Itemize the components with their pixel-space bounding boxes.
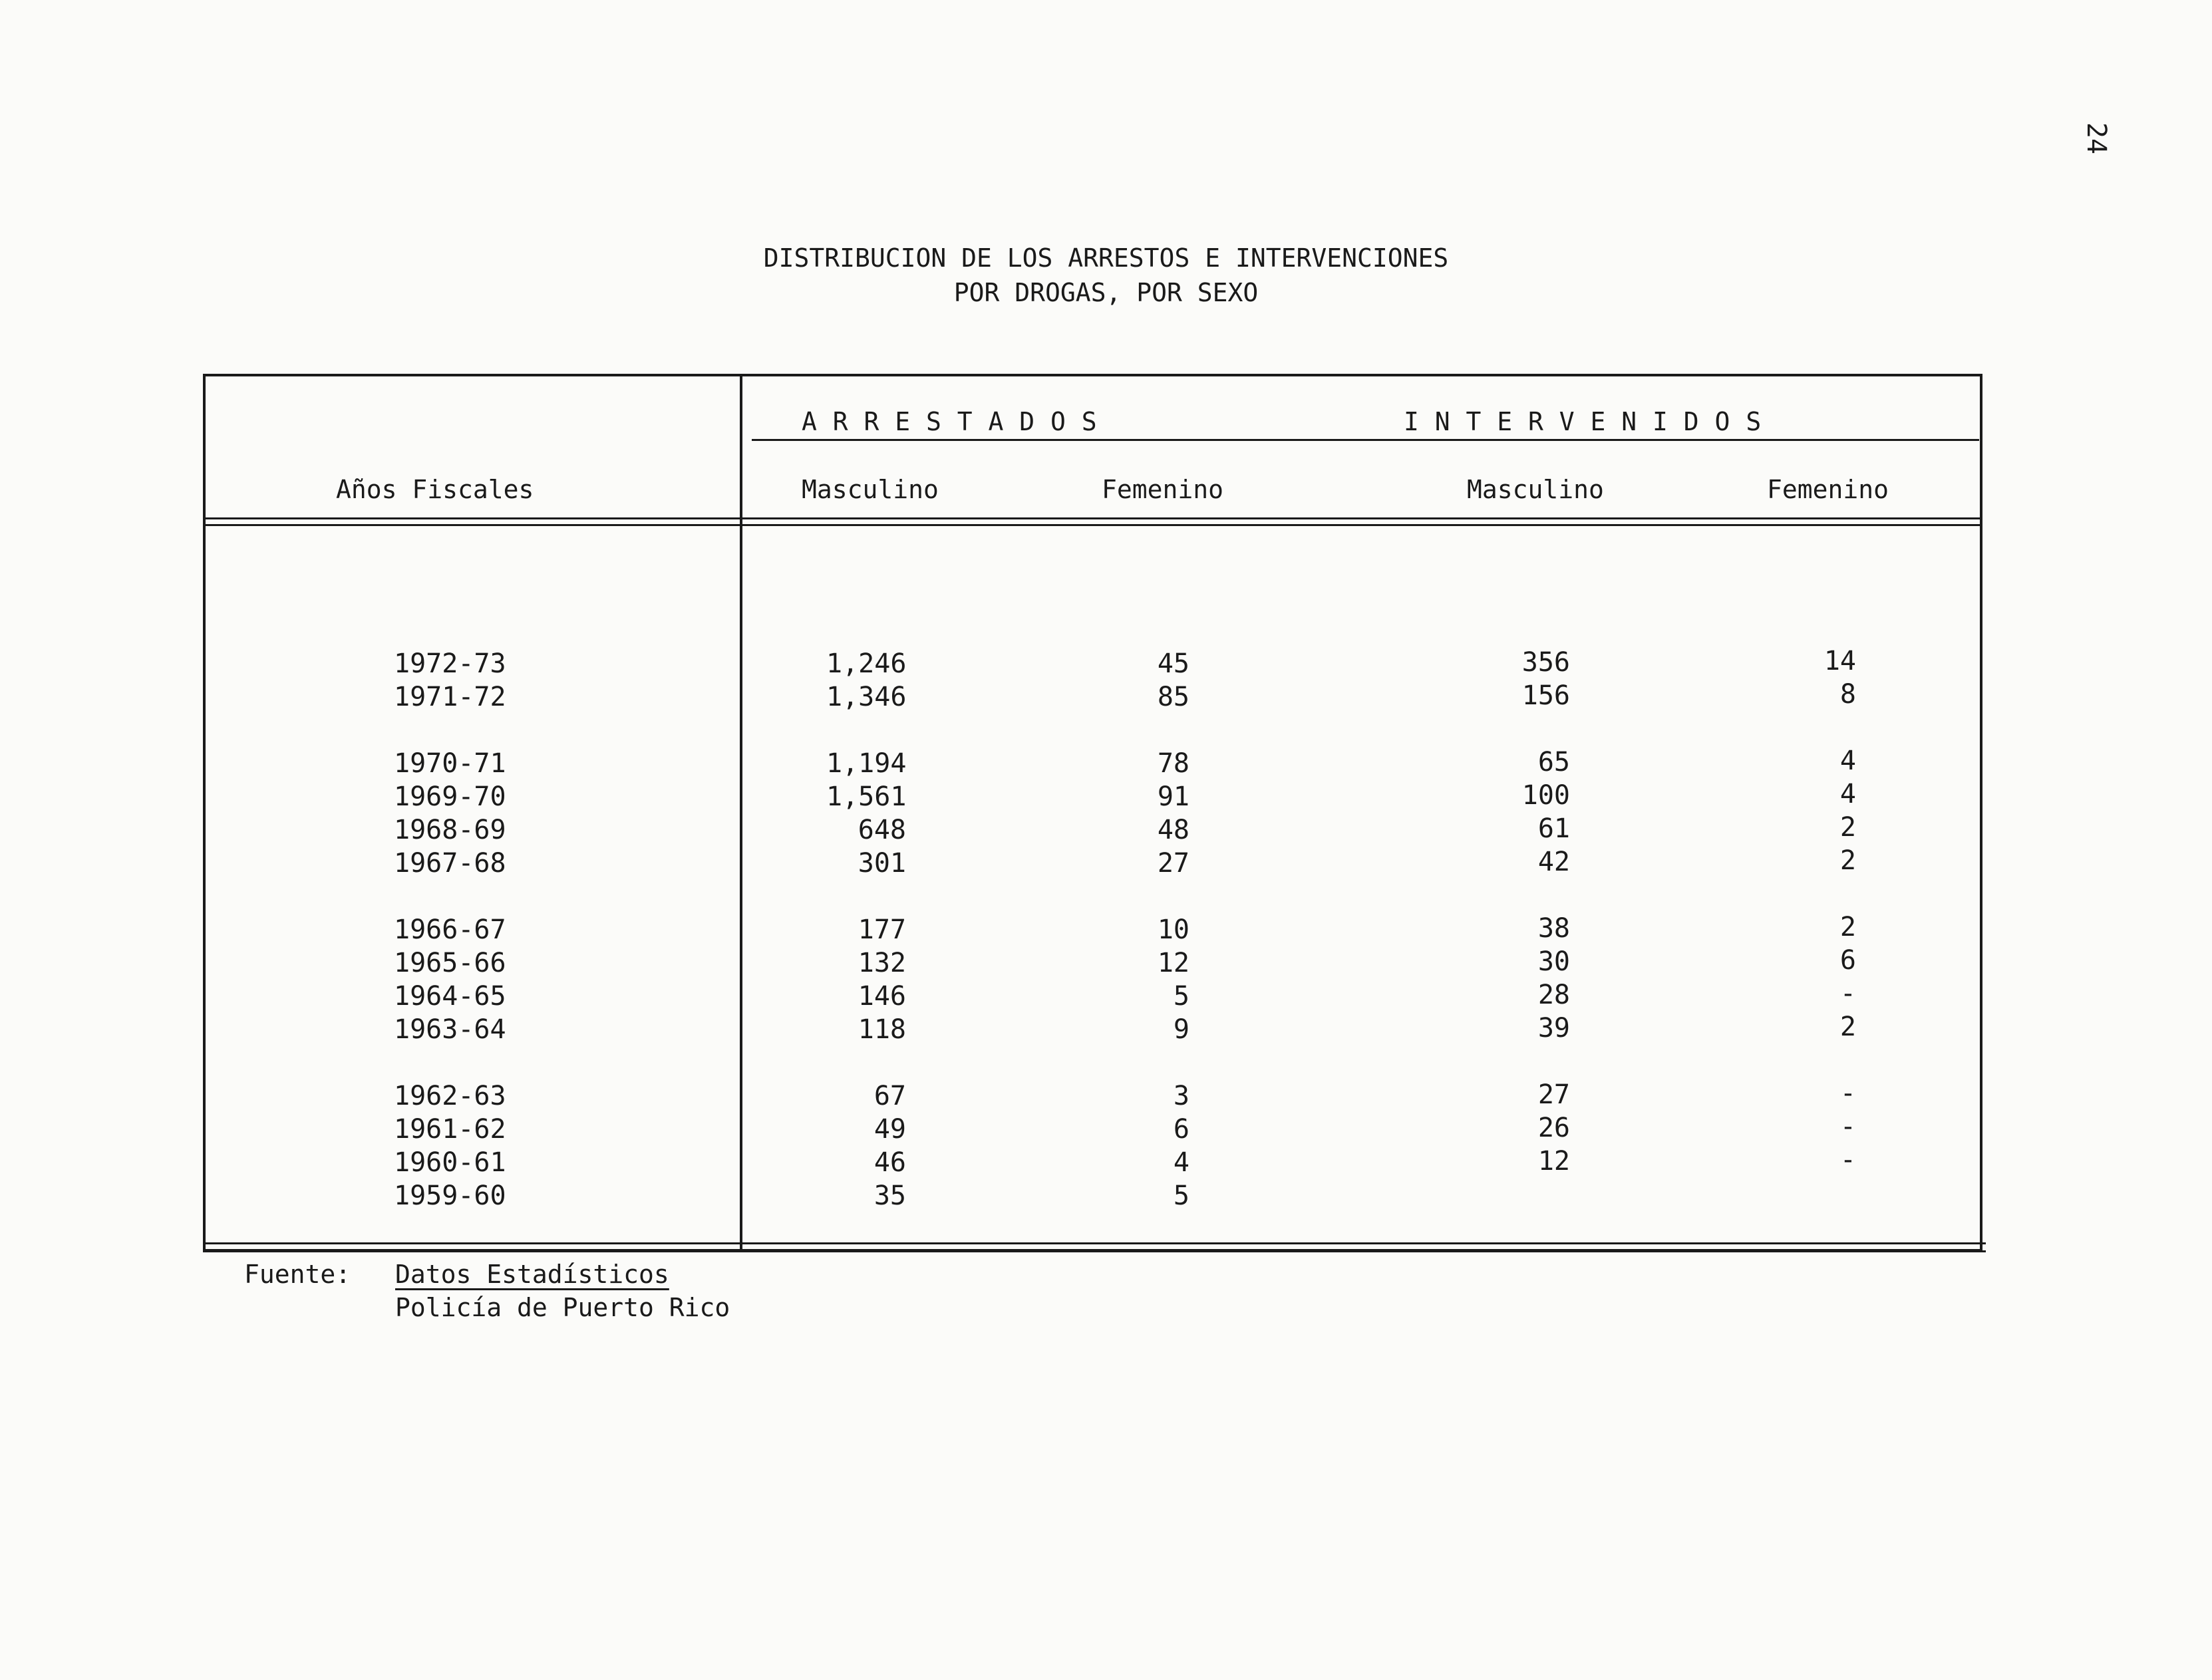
- year-cell: 1963-64: [394, 1014, 506, 1045]
- int-masculino-cell: 12: [1537, 1146, 1570, 1177]
- stub-header: Años Fiscales: [336, 475, 534, 504]
- year-cell: 1968-69: [394, 815, 506, 845]
- arr-femenino-cell: 3: [1173, 1081, 1189, 1111]
- arr-masculino-cell: 118: [858, 1014, 906, 1045]
- int-masculino-cell: 28: [1537, 980, 1570, 1010]
- year-cell: 1965-66: [394, 948, 506, 978]
- year-cell: 1971-72: [394, 682, 506, 712]
- arr-masculino-cell: 177: [858, 914, 906, 945]
- int-masculino-cell: 26: [1537, 1113, 1570, 1143]
- arr-masculino-cell: 46: [873, 1147, 906, 1178]
- int-masculino-cell: 100: [1521, 780, 1570, 811]
- int-masculino-cell: 38: [1537, 913, 1570, 944]
- year-cell: 1960-61: [394, 1147, 506, 1178]
- group-header-intervenidos: I N T E R V E N I D O S: [1404, 407, 1762, 436]
- year-cell: 1967-68: [394, 848, 506, 879]
- arr-femenino-cell: 5: [1173, 981, 1189, 1012]
- arr-femenino-cell: 6: [1173, 1114, 1189, 1145]
- arr-femenino-cell: 5: [1173, 1181, 1189, 1211]
- arr-masculino-cell: 1,246: [826, 648, 907, 679]
- int-femenino-cell: 6: [1839, 945, 1856, 976]
- arr-femenino-cell: 85: [1157, 682, 1189, 712]
- int-masculino-cell: 156: [1521, 680, 1570, 711]
- header-rule-double: [203, 524, 1982, 526]
- int-femenino-cell: 8: [1839, 679, 1856, 710]
- year-cell: 1970-71: [394, 748, 506, 779]
- page-number: 24: [2080, 122, 2112, 155]
- group-header-arrestados: A R R E S T A D O S: [802, 407, 1098, 436]
- int-masculino-cell: 39: [1537, 1013, 1570, 1044]
- int-femenino-cell: -: [1839, 1145, 1856, 1175]
- int-femenino-cell: -: [1839, 1111, 1856, 1142]
- arr-femenino-cell: 12: [1157, 948, 1189, 978]
- arr-femenino-cell: 91: [1157, 781, 1189, 812]
- arr-masculino-cell: 301: [858, 848, 906, 879]
- title-line-1: DISTRIBUCION DE LOS ARRESTOS E INTERVENCIONES: [763, 243, 1449, 273]
- int-femenino-cell: -: [1839, 978, 1856, 1009]
- arr-femenino-cell: 48: [1157, 815, 1189, 845]
- arr-femenino-cell: 78: [1157, 748, 1189, 779]
- int-femenino-cell: 4: [1839, 779, 1856, 809]
- int-femenino-cell: -: [1839, 1078, 1856, 1109]
- year-cell: 1969-70: [394, 781, 506, 812]
- arr-masculino-cell: 132: [858, 948, 906, 978]
- col-header-int-femenino: Femenino: [1767, 475, 1889, 504]
- header-rule: [203, 517, 1982, 519]
- year-cell: 1964-65: [394, 981, 506, 1012]
- int-masculino-cell: 61: [1537, 813, 1570, 844]
- int-femenino-cell: 2: [1839, 1012, 1856, 1042]
- arr-masculino-cell: 1,194: [826, 748, 907, 779]
- stub-divider: [740, 374, 742, 1252]
- col-header-arr-masculino: Masculino: [802, 475, 939, 504]
- arr-femenino-cell: 4: [1173, 1147, 1189, 1178]
- arr-femenino-cell: 10: [1157, 914, 1189, 945]
- source-line-2: Policía de Puerto Rico: [395, 1293, 730, 1322]
- arr-masculino-cell: 49: [873, 1114, 906, 1145]
- int-masculino-cell: 27: [1537, 1079, 1570, 1110]
- year-cell: 1966-67: [394, 914, 506, 945]
- title-line-2: POR DROGAS, POR SEXO: [953, 278, 1259, 307]
- int-masculino-cell: 30: [1537, 946, 1570, 977]
- year-cell: 1959-60: [394, 1181, 506, 1211]
- arr-masculino-cell: 1,346: [826, 682, 907, 712]
- int-masculino-cell: 42: [1537, 847, 1570, 877]
- int-masculino-cell: 65: [1537, 747, 1570, 777]
- document-title: [0, 241, 2212, 310]
- col-header-arr-femenino: Femenino: [1102, 475, 1224, 504]
- source-label: Fuente:: [244, 1260, 351, 1289]
- bottom-rule-double: [203, 1250, 1986, 1252]
- arr-masculino-cell: 146: [858, 981, 906, 1012]
- arr-masculino-cell: 1,561: [826, 781, 907, 812]
- year-cell: 1962-63: [394, 1081, 506, 1111]
- arr-femenino-cell: 45: [1157, 648, 1189, 679]
- int-femenino-cell: 4: [1839, 746, 1856, 776]
- col-header-int-masculino: Masculino: [1467, 475, 1604, 504]
- arr-masculino-cell: 67: [873, 1081, 906, 1111]
- source-line-1: Datos Estadísticos: [395, 1260, 669, 1289]
- year-cell: 1961-62: [394, 1114, 506, 1145]
- int-femenino-cell: 2: [1839, 912, 1856, 942]
- year-cell: 1972-73: [394, 648, 506, 679]
- int-femenino-cell: 2: [1839, 845, 1856, 876]
- group-underline: [752, 439, 1979, 441]
- bottom-rule: [203, 1242, 1986, 1244]
- arr-masculino-cell: 35: [873, 1181, 906, 1211]
- arr-femenino-cell: 27: [1157, 848, 1189, 879]
- int-masculino-cell: 356: [1521, 647, 1570, 678]
- int-femenino-cell: 2: [1839, 812, 1856, 843]
- int-femenino-cell: 14: [1823, 646, 1856, 676]
- arr-femenino-cell: 9: [1173, 1014, 1189, 1045]
- arr-masculino-cell: 648: [858, 815, 906, 845]
